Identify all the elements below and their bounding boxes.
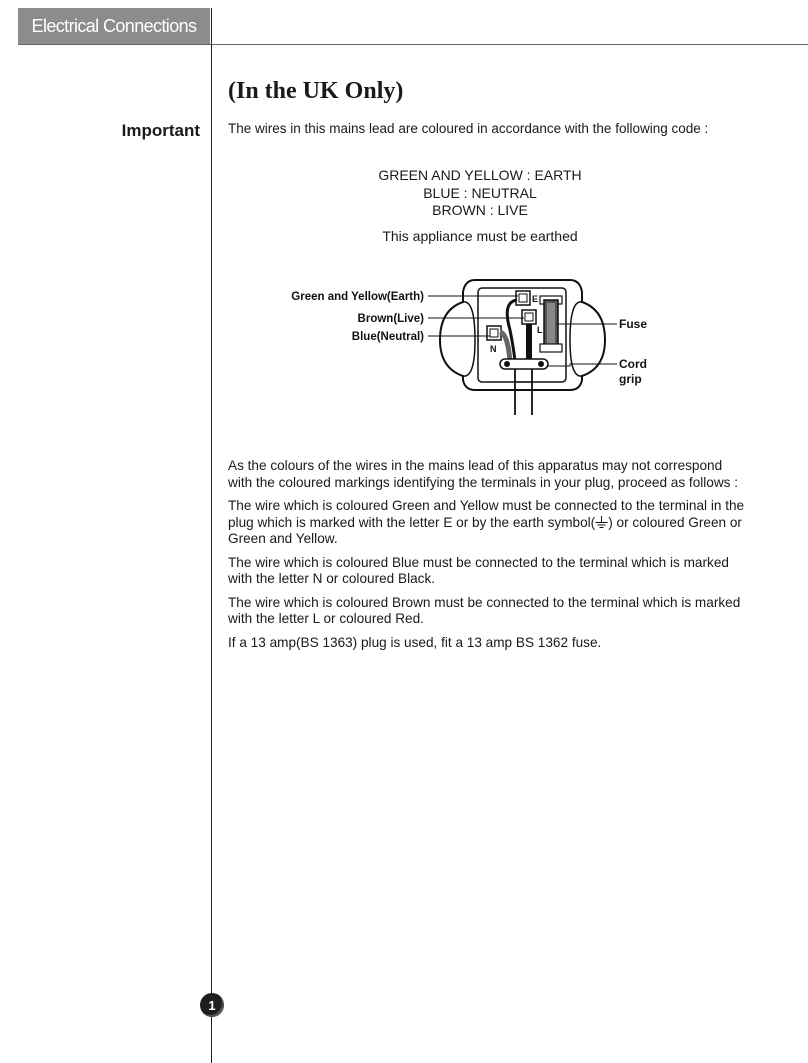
label-fuse: Fuse [619,317,648,331]
color-code-earth: GREEN AND YELLOW : EARTH [378,167,582,183]
live-terminal [522,310,536,324]
instructions [228,458,748,658]
header-rule [18,44,808,45]
page-number: 1 [200,993,224,1017]
color-code-list [290,167,670,220]
earth-symbol-icon [595,516,608,529]
color-code-neutral: BLUE : NEUTRAL [423,184,537,201]
plug-bulge-left [463,302,475,376]
plug-bulge-right [570,302,582,376]
paragraph-earth-end: ) or coloured Green or Green and Yellow. [228,514,742,546]
section-header-tab [18,8,210,45]
fuse-holder-bottom [540,344,562,352]
intro-text: The wires in this mains lead are coloured in accordance with the following code : [228,121,709,136]
neutral-terminal [487,326,501,340]
terminal-label-e: E [532,294,539,304]
paragraph-earth [228,498,748,548]
paragraph-intro: As the colours of the wires in the mains lead of this apparatus may not correspond with the coloured markings identifying the terminals in your plug, proceed as follows : [228,458,739,490]
mains-cord [515,369,532,415]
label-cord-grip-line2: grip [619,372,642,386]
important-label: Important [121,121,200,140]
margin-rule [211,8,212,1063]
plug-wiring-diagram [270,270,660,430]
terminal-label-n: N [490,344,497,354]
label-earth-wire: Green and Yellow(Earth) [291,291,424,303]
paragraph-live: The wire which is coloured Brown must be connected to the terminal which is marked with the letter L or coloured Red. [228,594,741,626]
earth-terminal [516,291,530,305]
label-live-wire: Brown(Live) [357,313,424,325]
color-code-live: BROWN : LIVE [432,202,528,218]
paragraph-neutral: The wire which is coloured Blue must be connected to the terminal which is marked with the letter N or coloured Black. [228,554,729,586]
label-cord-grip-line1: Cord [619,357,647,371]
section-title: Electrical Connections [31,16,197,36]
label-neutral-wire: Blue(Neutral) [351,331,424,343]
earthed-note: This appliance must be earthed [382,228,578,244]
page-title: (In the UK Only) [228,78,404,104]
paragraph-earth-start: The wire which is coloured Green and Yellow must be connected to the terminal in the plug which is marked with the letter E or by the earth symbol( [228,498,745,530]
terminal-label-l: L [537,325,543,335]
paragraph-fuse: If a 13 amp(BS 1363) plug is used, fit a 13 amp BS 1362 fuse. [228,634,602,650]
